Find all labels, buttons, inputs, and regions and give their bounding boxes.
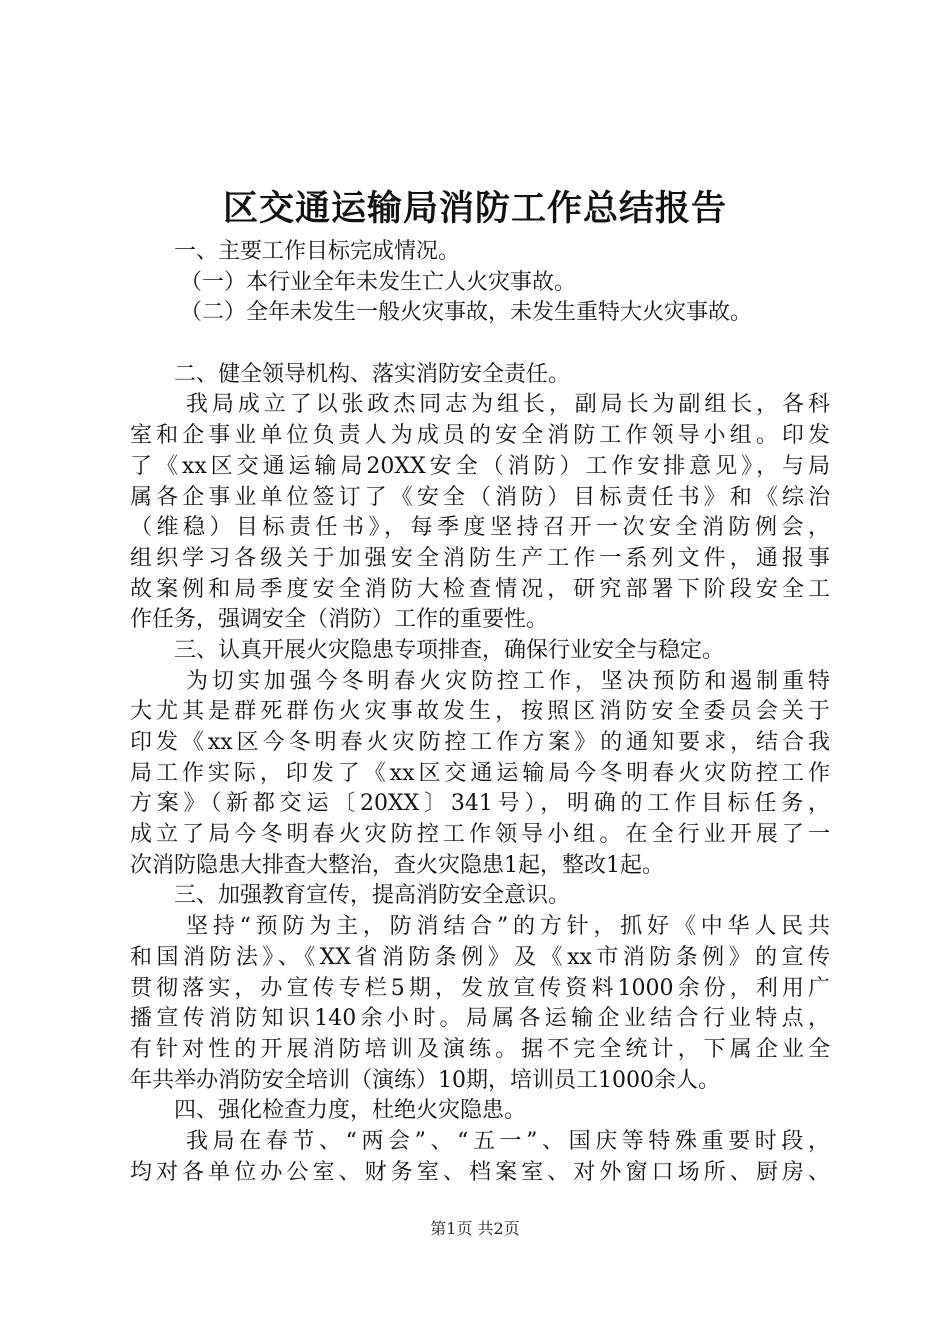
paragraph-line: 有针对性的开展消防培训及演练。据不完全统计，下属企业全 <box>130 1036 830 1062</box>
paragraph-line: 我局成立了以张政杰同志为组长，副局长为副组长，各科 <box>186 392 830 418</box>
document-body <box>130 237 830 1188</box>
paragraph-line: 年共举办消防安全培训（演练）10期，培训员工1000余人。 <box>130 1067 720 1093</box>
paragraph-line: （维稳）目标责任书》，每季度坚持召开一次安全消防例会， <box>130 515 830 541</box>
paragraph-line: 贯彻落实，办宣传专栏5期，发放宣传资料1000余份，利用广 <box>130 975 830 1001</box>
blank-line <box>130 329 830 360</box>
paragraph-line: 属各企事业单位签订了《安全（消防）目标责任书》和《综治 <box>130 484 830 510</box>
paragraph-line: 均对各单位办公室、财务室、档案室、对外窗口场所、厨房、 <box>130 1159 830 1185</box>
paragraph-line: 为切实加强今冬明春火灾防控工作，坚决预防和遏制重特 <box>186 668 830 694</box>
paragraph-line: 次消防隐患大排查大整治，查火灾隐患1起，整改1起。 <box>130 852 664 878</box>
paragraph-line: 了《xx区交通运输局20XX安全（消防）工作安排意见》，与局 <box>130 453 830 479</box>
list-item-2: （二）全年未发生一般火灾事故，未发生重特大火灾事故。 <box>180 300 753 326</box>
document-title: 区交通运输局消防工作总结报告 <box>222 188 727 229</box>
section-heading-3: 三、认真开展火灾隐患专项排查，确保行业安全与稳定。 <box>174 637 725 663</box>
paragraph-line: 室和企事业单位负责人为成员的安全消防工作领导小组。印发 <box>130 423 830 449</box>
paragraph-line: 局工作实际，印发了《xx区交通运输局今冬明春火灾防控工作 <box>130 760 830 786</box>
paragraph-line: 和国消防法》、《XX省消防条例》及《xx市消防条例》的宣传 <box>130 944 830 970</box>
page-footer: 第1页 共2页 <box>430 1219 520 1238</box>
paragraph-line: 印发《xx区今冬明春火灾防控工作方案》的通知要求，结合我 <box>130 730 830 755</box>
paragraph-line: 组织学习各级关于加强安全消防生产工作一系列文件，通报事 <box>130 545 830 571</box>
section-heading-2: 二、健全领导机构、落实消防安全责任。 <box>174 361 571 387</box>
paragraph-line: 方案》（新都交运〔20XX〕341号），明确的工作目标任务， <box>130 791 830 817</box>
section-heading-1: 一、主要工作目标完成情况。 <box>174 239 461 264</box>
paragraph-line: 坚持“预防为主，防消结合”的方针，抓好《中华人民共 <box>186 914 830 940</box>
paragraph-line: 故案例和局季度安全消防大检查情况，研究部署下阶段安全工 <box>130 576 830 602</box>
paragraph-line: 成立了局今冬明春火灾防控工作领导小组。在全行业开展了一 <box>130 822 830 848</box>
paragraph-line: 作任务，强调安全（消防）工作的重要性。 <box>130 607 549 633</box>
list-item-1: （一）本行业全年未发生亡人火灾事故。 <box>180 269 577 295</box>
section-heading-5: 四、强化检查力度，杜绝火灾隐患。 <box>174 1098 527 1124</box>
section-heading-4: 三、加强教育宣传，提高消防安全意识。 <box>174 883 571 909</box>
paragraph-line: 大尤其是群死群伤火灾事故发生，按照区消防安全委员会关于 <box>130 699 830 725</box>
paragraph-line: 我局在春节、“两会”、“五一”、国庆等特殊重要时段， <box>186 1128 830 1154</box>
paragraph-line: 播宣传消防知识140余小时。局属各运输企业结合行业特点， <box>130 1006 830 1032</box>
